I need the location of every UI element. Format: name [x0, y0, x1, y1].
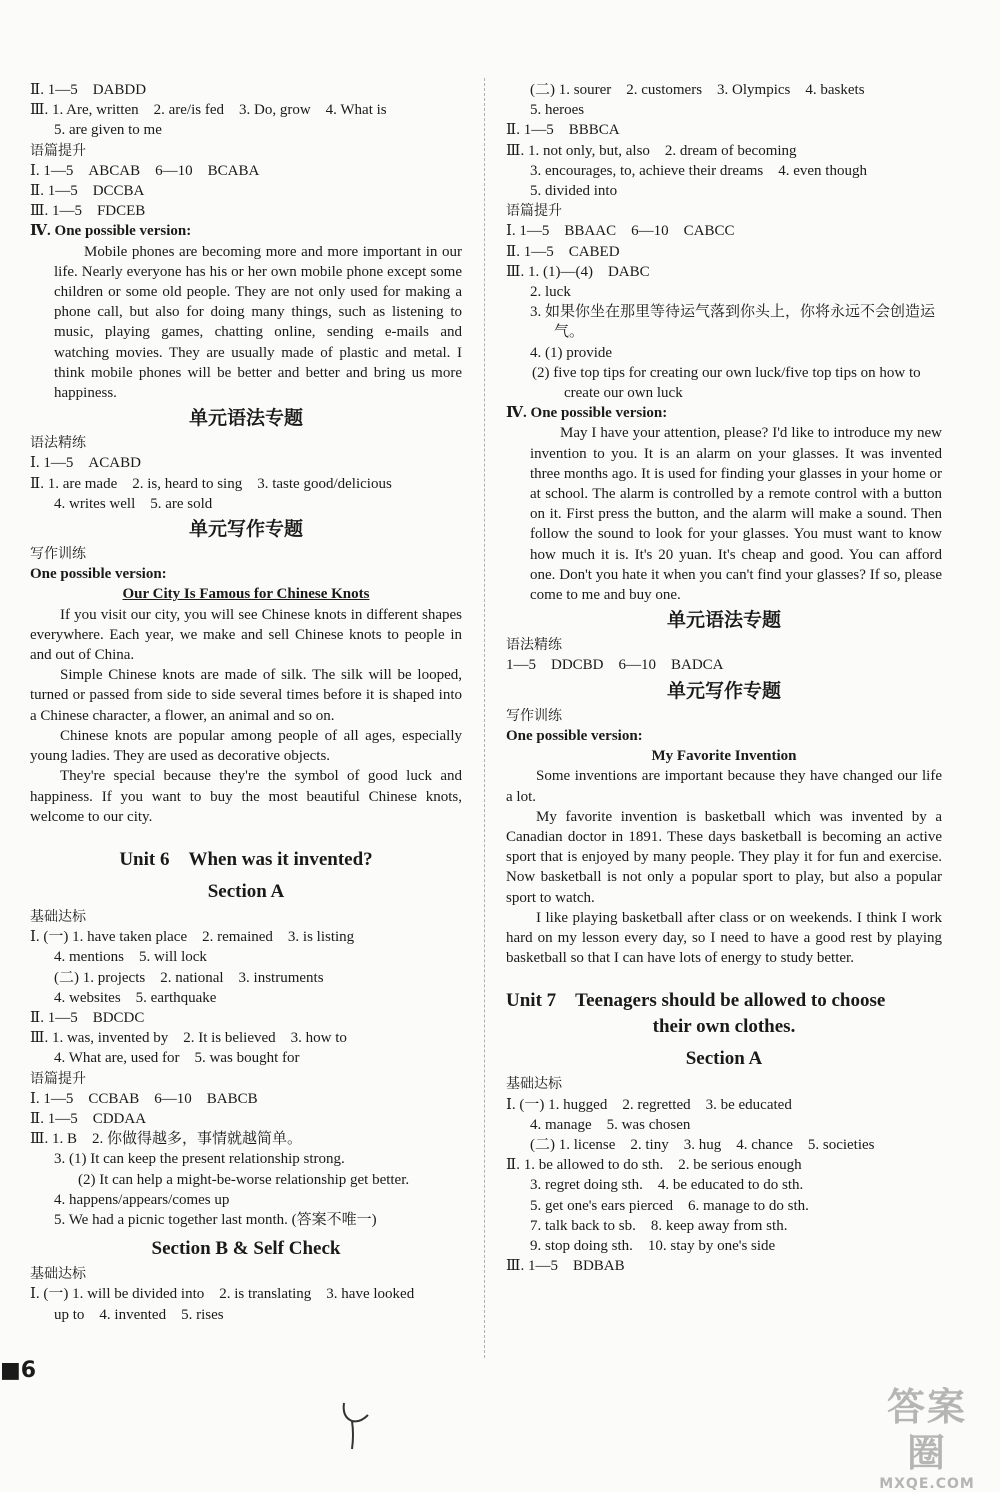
subheading: 基础达标	[506, 1076, 562, 1093]
subheading: 语篇提升	[506, 203, 562, 220]
answer-line: One possible version:	[30, 566, 167, 583]
unit-title: Unit 6 When was it invented?	[119, 848, 373, 870]
answer-line: 5. We had a picnic together last month. (答案不唯一)	[54, 1211, 377, 1228]
subheading: 语篇提升	[30, 142, 86, 159]
essay-paragraph: They're special because they're the symbol of good luck and happiness. If you want to buy the most beautiful Chinese knots, welcome to our city.	[30, 768, 462, 825]
answer-line: Ⅰ. (一) 1. will be divided into 2. is translating 3. have looked	[30, 1286, 415, 1303]
essay-paragraph: May I have your attention, please? I'd like to introduce my new invention to you. It is an alarm on your glasses. It was invented three months ago. It is used for finding your glasses in your home or at school. The alarm is controlled by a remote control with a button on it. First press the button, and the alarm will make a sound. Then follow the sound to look for your glasses. You must want to know how much it is. It's 20 yuan. It's cheap and good. You can afford one. Don't you hate it when you can't find your glasses? If so, please come to me and buy one.	[530, 425, 942, 604]
answer-line: 4. manage 5. was chosen	[530, 1116, 691, 1133]
answer-line: (二) 1. license 2. tiny 3. hug 4. chance 5. societies	[530, 1136, 875, 1153]
section-title: 单元写作专题	[666, 679, 781, 702]
subheading: 写作训练	[506, 707, 562, 724]
answer-line: Ⅲ. 1—5 BDBAB	[506, 1258, 625, 1275]
answer-line: Ⅳ. One possible version:	[30, 223, 192, 240]
answer-line: 3. regret doing sth. 4. be educated to do sth.	[530, 1177, 804, 1194]
answer-line: 5. divided into	[530, 183, 618, 200]
answer-line: up to 4. invented 5. rises	[54, 1306, 224, 1323]
answer-line: Ⅲ. 1. Are, written 2. are/is fed 3. Do, grow 4. What is	[30, 102, 387, 119]
right-column	[506, 80, 942, 1276]
answer-line: (二) 1. projects 2. national 3. instruments	[54, 969, 324, 986]
subheading: 语篇提升	[30, 1070, 86, 1087]
subheading: 写作训练	[30, 546, 86, 563]
answer-line: Ⅱ. 1—5 BBBCA	[506, 122, 620, 139]
answer-line: Ⅰ. 1—5 BBAAC 6—10 CABCC	[506, 223, 735, 240]
subheading: 语法精练	[30, 435, 86, 452]
section-heading: Section A	[685, 1048, 763, 1070]
watermark-url: MXQE.COM	[879, 1476, 975, 1492]
section-heading: Section B & Self Check	[151, 1238, 341, 1260]
answer-line: Ⅰ. (一) 1. hugged 2. regretted 3. be educated	[506, 1096, 792, 1113]
column-divider	[484, 78, 485, 1358]
answer-line: Ⅱ. 1—5 DABDD	[30, 82, 147, 98]
essay-paragraph: I like playing basketball after class or on weekends. I think I work hard on my lesson every day, so I need to have a good rest by playing basketball so that I can have lots of energy to study better.	[506, 909, 942, 967]
unit-title-line2: their own clothes.	[652, 1016, 796, 1038]
answer-line: Ⅱ. 1—5 CDDAA	[30, 1110, 147, 1127]
answer-line: One possible version:	[506, 727, 643, 744]
answer-line: Ⅰ. 1—5 CCBAB 6—10 BABCB	[30, 1090, 258, 1107]
section-heading: Section A	[207, 880, 285, 902]
answer-line: Ⅱ. 1—5 CABED	[506, 243, 620, 260]
answer-line: 2. luck	[530, 284, 571, 301]
answer-line: 5. get one's ears pierced 6. manage to do sth.	[530, 1197, 809, 1214]
answer-line: Ⅰ. (一) 1. have taken place 2. remained 3. is listing	[30, 929, 355, 946]
essay-title	[30, 584, 462, 604]
answer-line: Ⅲ. 1—5 FDCEB	[30, 203, 146, 220]
answer-line: Ⅲ. 1. B 2. 你做得越多，事情就越简单。	[30, 1131, 302, 1148]
handwritten-mark-icon	[334, 1395, 394, 1455]
answer-line: (2) It can help a might-be-worse relationship get better.	[78, 1171, 410, 1188]
essay-paragraph: If you visit our city, you will see Chinese knots in different shapes everywhere. Each year, we make and sell Chinese knots to people in and out of China.	[30, 606, 462, 664]
answer-line: 1—5 DDCBD 6—10 BADCA	[506, 657, 724, 674]
answer-line: 5. heroes	[530, 102, 585, 119]
answer-line: Ⅰ. 1—5 ACABD	[30, 455, 141, 472]
answer-line: 3. encourages, to, achieve their dreams 4. even though	[530, 162, 867, 179]
answer-line: 4. mentions 5. will lock	[54, 949, 207, 966]
answer-line: Ⅱ. 1—5 DCCBA	[30, 183, 145, 200]
answer-line: 4. (1) provide	[530, 344, 613, 361]
section-title: 单元语法专题	[666, 609, 781, 632]
answer-line: 7. talk back to sb. 8. keep away from sth.	[530, 1217, 788, 1234]
essay-paragraph: My favorite invention is basketball which was invented by a Canadian doctor in 1891. These days basketball is becoming an active sport that is enjoyed by many people. They play it for fun and exercise. Now basketball is not only a popular sport to play, but also a popular sport to watch.	[506, 808, 942, 906]
essay-paragraph: Mobile phones are becoming more and more important in our life. Nearly everyone has his or her own mobile phone except some children or some old people. They are not only used for making a phone call, but also for doing many things, such as listening to music, playing games, chatting online, sending e-mails and watching movies. They are usually made of plastic and metal. I think mobile phones will be better and better and bring us more happiness.	[54, 243, 462, 402]
answer-line: Ⅱ. 1. be allowed to do sth. 2. be serious enough	[506, 1157, 802, 1174]
essay-paragraph: Chinese knots are popular among people of all ages, especially young ladies. They are used as decorative objects.	[30, 727, 462, 765]
subheading: 语法精练	[506, 637, 562, 654]
answer-line: 3. (1) It can keep the present relationship strong.	[54, 1151, 345, 1168]
subheading: 基础达标	[30, 908, 86, 925]
essay-title-text: Our City Is Famous for Chinese Knots	[122, 586, 370, 603]
answer-line: Ⅳ. One possible version:	[506, 405, 668, 422]
answer-line: 4. websites 5. earthquake	[54, 989, 217, 1006]
section-title: 单元写作专题	[188, 518, 303, 541]
page-number-value: 6	[20, 1358, 37, 1383]
essay-paragraph: Some inventions are important because they have changed our life a lot.	[506, 768, 942, 805]
answer-line: Ⅲ. 1. was, invented by 2. It is believed 3. how to	[30, 1030, 347, 1047]
watermark-logo	[868, 1384, 986, 1492]
unit-title: Unit 7 Teenagers should be allowed to choose	[506, 990, 886, 1012]
answer-line: Ⅱ. 1—5 BDCDC	[30, 1009, 145, 1026]
answer-line: 9. stop doing sth. 10. stay by one's side	[530, 1237, 776, 1254]
answer-line: Ⅲ. 1. (1)—(4) DABC	[506, 263, 650, 280]
subheading: 基础达标	[30, 1266, 86, 1283]
answer-line: 5. are given to me	[54, 122, 162, 139]
answer-line: 3. 如果你坐在那里等待运气落到你头上，你将永远不会创造运气。	[530, 304, 936, 341]
answer-line: 4. happens/appears/comes up	[54, 1191, 230, 1208]
answer-line: (2) five top tips for creating our own luck/five top tips on how to create our own luck	[532, 364, 921, 402]
essay-title: My Favorite Invention	[651, 748, 797, 765]
section-title: 单元语法专题	[188, 407, 303, 430]
essay-paragraph: Simple Chinese knots are made of silk. The silk will be looped, turned or passed from side to side several times before it is shaped into a Chinese character, a flower, an animal and so on.	[30, 667, 462, 724]
watermark-text: 答案圈	[886, 1385, 967, 1475]
page-number: ■6	[0, 1358, 37, 1383]
answer-line: 4. writes well 5. are sold	[54, 495, 213, 512]
answer-line: Ⅲ. 1. not only, but, also 2. dream of becoming	[506, 142, 797, 159]
answer-line: 4. What are, used for 5. was bought for	[54, 1050, 300, 1067]
answer-line: Ⅱ. 1. are made 2. is, heard to sing 3. taste good/delicious	[30, 475, 392, 492]
answer-line: (二) 1. sourer 2. customers 3. Olympics 4. baskets	[530, 82, 865, 98]
left-column	[30, 80, 462, 1325]
answer-line: Ⅰ. 1—5 ABCAB 6—10 BCABA	[30, 162, 260, 179]
